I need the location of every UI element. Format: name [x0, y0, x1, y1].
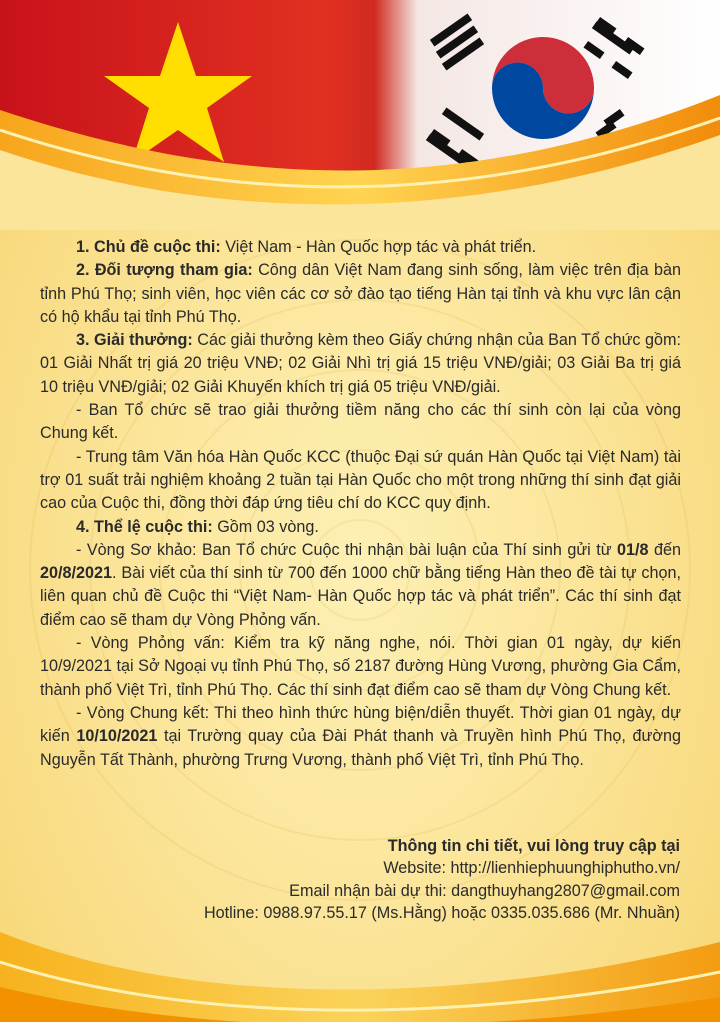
round-final: - Vòng Chung kết: Thi theo hình thức hùng biện/diễn thuyết. Thời gian 01 ngày, dự kiến 10/10/2021 tại Trường quay của Đài Phát thanh và Truyền hình Phú Thọ, đường Nguyễn Tất Thành, phường Trưng Vương, thành phố Việt Trì, tỉnh Phú Thọ.: [40, 703, 681, 769]
prize-note-kcc: - Trung tâm Văn hóa Hàn Quốc KCC (thuộc Đại sứ quán Hàn Quốc tại Việt Nam) tài trợ 01 suất trải nghiệm khoảng 2 tuần tại Hàn Quốc cho một trong những thí sinh đạt giải cao của Cuộc thi, đồng thời đáp ứng tiêu chí do KCC quy định.: [40, 447, 681, 513]
website-link[interactable]: Website: http://lienhiephuunghiphutho.vn/: [383, 859, 680, 878]
taegeuk-icon: [492, 37, 594, 139]
section-participants: 2. Đối tượng tham gia: Công dân Việt Nam đang sinh sống, làm việc trên địa bàn tỉnh Phú Thọ; sinh viên, học viên các cơ sở đào tạo tiếng Hàn tại tỉnh và khu vực lân cận có hộ khẩu tại tỉnh Phú Thọ.: [40, 261, 681, 326]
round-preliminary: - Vòng Sơ khảo: Ban Tổ chức Cuộc thi nhận bài luận của Thí sinh gửi từ 01/8 đến 20/8/2021. Bài viết của thí sinh từ 700 đến 1000 chữ bằng tiếng Hàn theo đề tài tự chọn, liên quan chủ đề Cuộc thi “Việt Nam- Hàn Quốc hợp tác và phát triển”. Các thí sinh đạt điểm cao sẽ tham dự Vòng Phỏng vấn.: [40, 540, 681, 629]
prize-note-potential: - Ban Tổ chức sẽ trao giải thưởng tiềm năng cho các thí sinh còn lại của vòng Chung kết.: [40, 401, 681, 443]
round-interview: - Vòng Phỏng vấn: Kiểm tra kỹ năng nghe, nói. Thời gian 01 ngày, dự kiến 10/9/2021 tại Sở Ngoại vụ tỉnh Phú Thọ, số 2187 đường Hùng Vương, phường Gia Cẩm, thành phố Việt Trì, tỉnh Phú Thọ. Các thí sinh đạt điểm cao sẽ tham dự Vòng Chung kết.: [40, 634, 681, 699]
email-link[interactable]: Email nhận bài dự thi: dangthuyhang2807@gmail.com: [289, 881, 680, 900]
flags-banner: [0, 0, 720, 230]
contest-rules: [40, 236, 681, 772]
section-theme: 1. Chủ đề cuộc thi: Việt Nam - Hàn Quốc hợp tác và phát triển.: [76, 238, 537, 256]
section-rules: 4. Thể lệ cuộc thi: Gồm 03 vòng.: [76, 517, 319, 536]
section-prizes: 3. Giải thưởng: Các giải thưởng kèm theo Giấy chứng nhận của Ban Tổ chức gồm: 01 Giải Nhất trị giá 20 triệu VNĐ; 02 Giải Nhì trị giá 15 triệu VNĐ/giải; 03 Giải Ba trị giá 10 triệu VNĐ/giải; 02 Giải Khuyến khích trị giá 05 triệu VNĐ/giải.: [40, 331, 682, 396]
hotline: Hotline: 0988.97.55.17 (Ms.Hằng) hoặc 0335.035.686 (Mr. Nhuần): [203, 904, 680, 923]
bottom-wave-decoration: [0, 892, 720, 1022]
contact-heading: Thông tin chi tiết, vui lòng truy cập tại: [387, 837, 680, 855]
